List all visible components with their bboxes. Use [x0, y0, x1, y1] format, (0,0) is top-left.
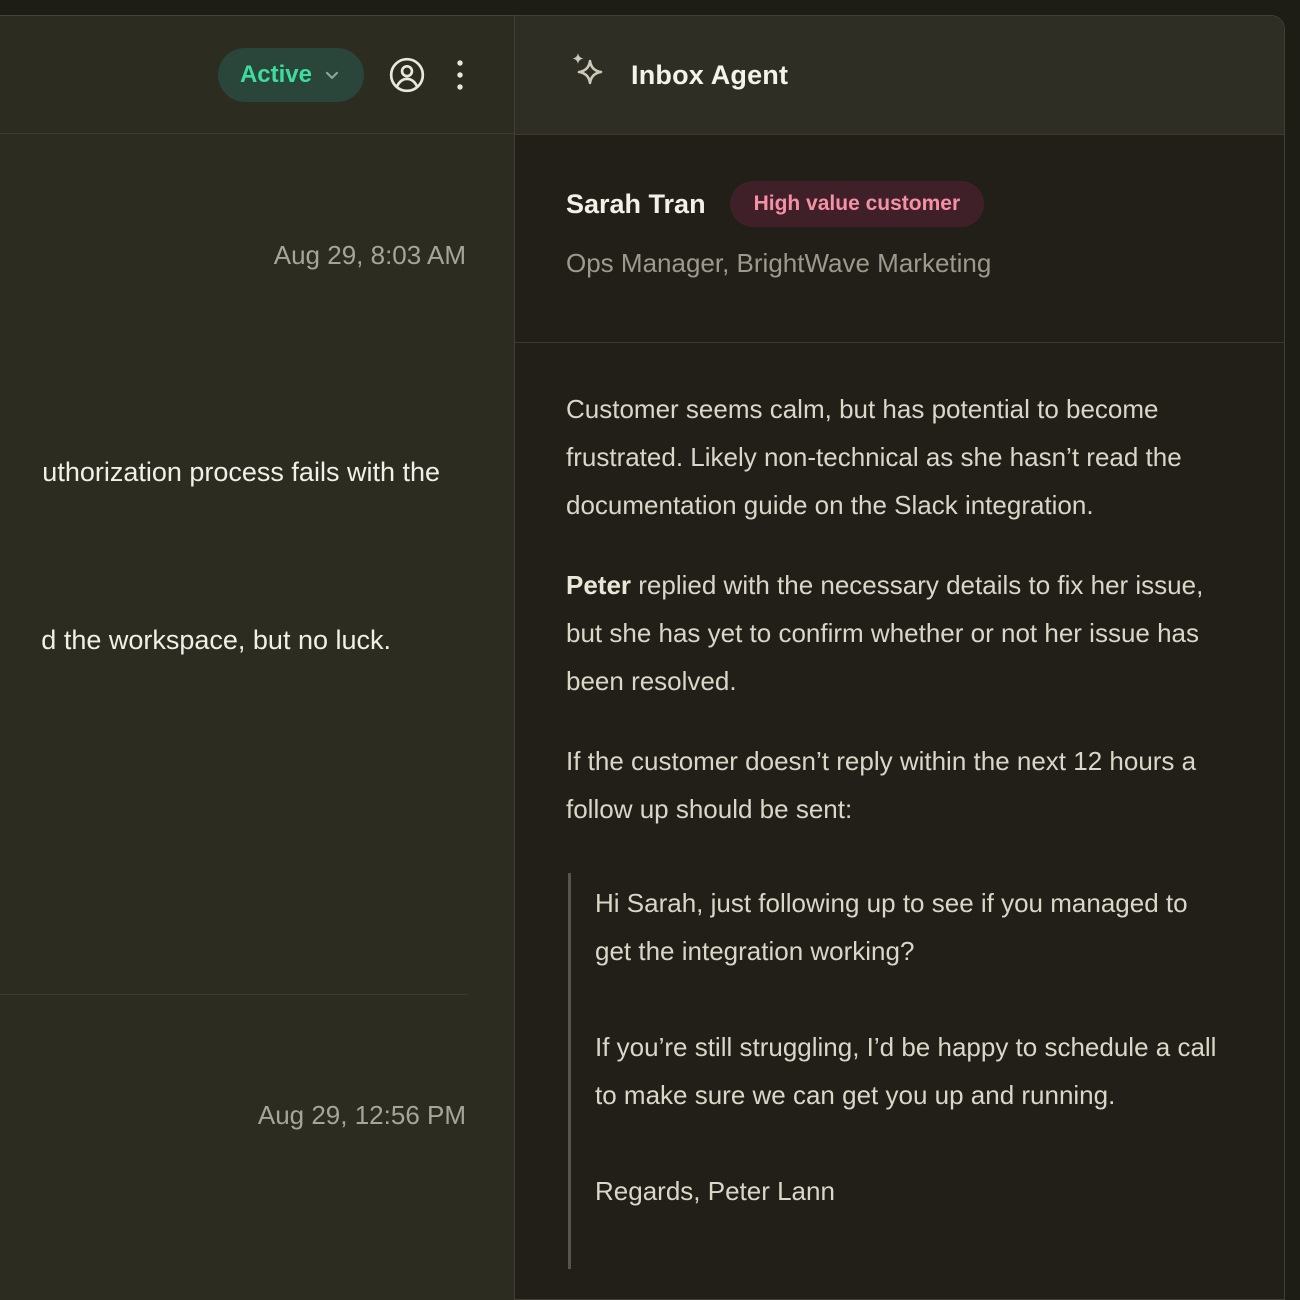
message-timestamp: Aug 29, 8:03 AM [273, 240, 466, 270]
user-avatar-icon [388, 56, 426, 94]
inbox-agent-panel [514, 15, 1285, 1300]
sparkles-icon [567, 51, 613, 99]
quote-paragraph: Hi Sarah, just following up to see if you managed to get the integration working? [595, 888, 1188, 966]
suggested-followup-quote [568, 873, 1226, 1269]
summary-paragraph: Customer seems calm, but has potential to become frustrated. Likely non-technical as she hasn’t read the documentation guide on the Slack integration. [566, 394, 1182, 520]
quote-paragraph: Regards, Peter Lann [595, 1176, 835, 1206]
customer-message-fragment: d the workspace, but no luck. [41, 625, 391, 655]
assignee-avatar-button[interactable] [384, 52, 430, 98]
customer-role: Ops Manager, BrightWave Marketing [566, 248, 992, 278]
conversation-panel [0, 15, 514, 1300]
status-dropdown[interactable] [218, 48, 364, 102]
panel-title: Inbox Agent [631, 59, 789, 90]
message-divider [0, 994, 468, 995]
customer-info-section [515, 135, 1284, 343]
customer-value-badge: High value customer [730, 181, 985, 227]
status-label: Active [239, 60, 312, 88]
kebab-menu-icon [454, 57, 466, 93]
summary-paragraph: Peter replied with the necessary details to fix her issue, but she has yet to confirm whether or not her issue has been resolved. [566, 570, 1204, 696]
customer-message-fragment: uthorization process fails with the [42, 457, 440, 487]
agent-summary [515, 343, 1284, 1269]
inbox-agent-header [515, 16, 1284, 135]
summary-paragraph: If the customer doesn’t reply within the next 12 hours a follow up should be sent: [566, 746, 1197, 824]
customer-name: Sarah Tran [566, 188, 706, 219]
quote-paragraph: If you’re still struggling, I’d be happy to schedule a call to make sure we can get you up and running. [595, 1032, 1217, 1110]
chevron-down-icon [322, 65, 342, 85]
agent-name-emphasis: Peter [566, 570, 632, 600]
message-timestamp: Aug 29, 12:56 PM [257, 1100, 466, 1130]
more-options-button[interactable] [450, 53, 470, 97]
conversation-toolbar [0, 16, 514, 134]
